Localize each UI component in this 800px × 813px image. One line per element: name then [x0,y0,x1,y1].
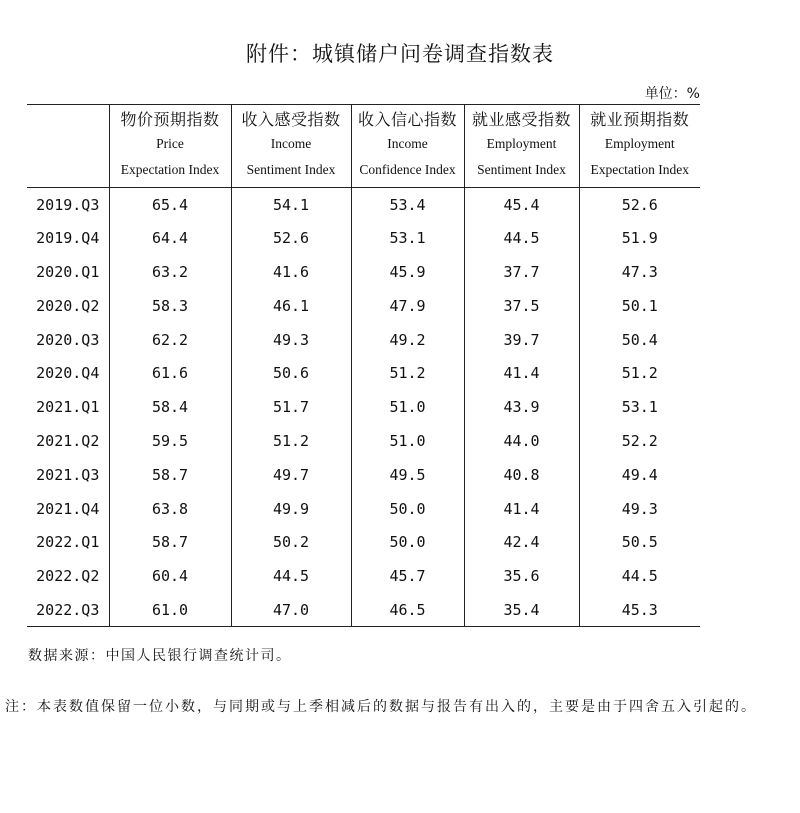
column-header-4 [464,105,579,188]
period-cell: 2021.Q1 [36,398,100,417]
value-cell: 52.6 [231,221,351,255]
value-cell: 44.5 [231,559,351,593]
value-cell: 47.9 [351,289,464,323]
value-cell: 51.0 [351,390,464,424]
value-cell: 39.7 [464,323,579,357]
value-cell: 50.0 [351,492,464,526]
value-cell: 45.4 [464,188,579,222]
period-cell: 2020.Q2 [36,296,100,315]
value-cell: 49.5 [351,458,464,492]
column-header-cn: 物价预期指数 [120,110,220,129]
period-cell: 2020.Q3 [36,330,100,349]
column-header-en2: Expectation Index [590,162,690,177]
column-header-1 [109,105,231,188]
period-cell: 2021.Q4 [36,499,100,518]
period-cell: 2021.Q3 [36,465,100,484]
value-cell: 50.2 [231,525,351,559]
value-cell: 43.9 [464,390,579,424]
value-cell: 49.9 [231,492,351,526]
value-cell: 54.1 [231,188,351,222]
period-cell: 2022.Q1 [36,533,100,552]
period-cell: 2019.Q3 [36,195,100,214]
table-row [27,356,700,390]
column-header-cn: 收入感受指数 [241,110,341,129]
column-header-en2: Confidence Index [359,162,456,177]
period-cell: 2022.Q2 [36,567,100,586]
value-cell: 50.1 [579,289,700,323]
value-cell: 59.5 [109,424,231,458]
value-cell: 61.6 [109,356,231,390]
value-cell: 60.4 [109,559,231,593]
value-cell: 37.7 [464,255,579,289]
value-cell: 53.1 [579,390,700,424]
column-header-5 [579,105,700,188]
table-row [27,390,700,424]
value-cell: 49.3 [231,323,351,357]
value-cell: 65.4 [109,188,231,222]
value-cell: 49.3 [579,492,700,526]
period-cell: 2022.Q3 [36,600,100,619]
value-cell: 58.4 [109,390,231,424]
value-cell: 58.7 [109,458,231,492]
column-header-en1: Income [270,136,312,151]
value-cell: 61.0 [109,593,231,627]
value-cell: 45.3 [579,593,700,627]
value-cell: 50.4 [579,323,700,357]
column-header-0 [27,105,109,188]
value-cell: 37.5 [464,289,579,323]
value-cell: 63.8 [109,492,231,526]
value-cell: 44.0 [464,424,579,458]
value-cell: 35.4 [464,593,579,627]
value-cell: 47.0 [231,593,351,627]
value-cell: 51.0 [351,424,464,458]
column-header-3 [351,105,464,188]
value-cell: 51.2 [351,356,464,390]
table-row [27,424,700,458]
value-cell: 64.4 [109,221,231,255]
value-cell: 58.3 [109,289,231,323]
value-cell: 49.4 [579,458,700,492]
table-body [27,188,700,627]
table-row [27,458,700,492]
header-row [27,105,700,188]
value-cell: 44.5 [579,559,700,593]
table-row [27,323,700,357]
value-cell: 45.7 [351,559,464,593]
column-header-en1: Price [156,136,184,151]
value-cell: 63.2 [109,255,231,289]
period-cell: 2021.Q2 [36,431,100,450]
table-row [27,255,700,289]
value-cell: 53.4 [351,188,464,222]
period-cell: 2020.Q4 [36,364,100,383]
column-header-en1: Employment [486,136,557,151]
data-source-note: 数据来源：中国人民银行调查统计司。 [28,648,292,664]
value-cell: 44.5 [464,221,579,255]
table-row [27,221,700,255]
document-title: 附件：城镇储户问卷调查指数表 [246,42,554,66]
value-cell: 46.1 [231,289,351,323]
unit-label: 单位：% [644,86,700,102]
value-cell: 49.2 [351,323,464,357]
value-cell: 41.4 [464,492,579,526]
value-cell: 50.0 [351,525,464,559]
table-row [27,593,700,627]
value-cell: 52.6 [579,188,700,222]
value-cell: 47.3 [579,255,700,289]
value-cell: 58.7 [109,525,231,559]
value-cell: 62.2 [109,323,231,357]
column-header-cn: 就业感受指数 [471,110,571,129]
index-table [27,104,700,627]
value-cell: 42.4 [464,525,579,559]
value-cell: 45.9 [351,255,464,289]
value-cell: 50.6 [231,356,351,390]
column-header-cn: 就业预期指数 [590,110,690,129]
column-header-en2: Sentiment Index [246,162,336,177]
table-row [27,559,700,593]
value-cell: 46.5 [351,593,464,627]
column-header-en1: Income [387,136,428,151]
column-header-en1: Employment [604,136,675,151]
table-row [27,289,700,323]
table-header [27,105,700,188]
column-header-en2: Sentiment Index [477,162,566,177]
period-cell: 2020.Q1 [36,262,100,281]
rounding-note: 注：本表数值保留一位小数，与同期或与上季相减后的数据与报告有出入的，主要是由于四舍五入引起的。 [5,699,757,715]
value-cell: 41.4 [464,356,579,390]
column-header-en2: Expectation Index [120,162,220,177]
value-cell: 51.2 [231,424,351,458]
column-header-2 [231,105,351,188]
table-row [27,492,700,526]
table-row [27,525,700,559]
period-cell: 2019.Q4 [36,229,100,248]
value-cell: 49.7 [231,458,351,492]
column-header-cn: 收入信心指数 [357,110,457,129]
table-row [27,188,700,222]
value-cell: 50.5 [579,525,700,559]
value-cell: 51.9 [579,221,700,255]
value-cell: 52.2 [579,424,700,458]
value-cell: 40.8 [464,458,579,492]
value-cell: 51.7 [231,390,351,424]
value-cell: 41.6 [231,255,351,289]
value-cell: 35.6 [464,559,579,593]
value-cell: 53.1 [351,221,464,255]
value-cell: 51.2 [579,356,700,390]
